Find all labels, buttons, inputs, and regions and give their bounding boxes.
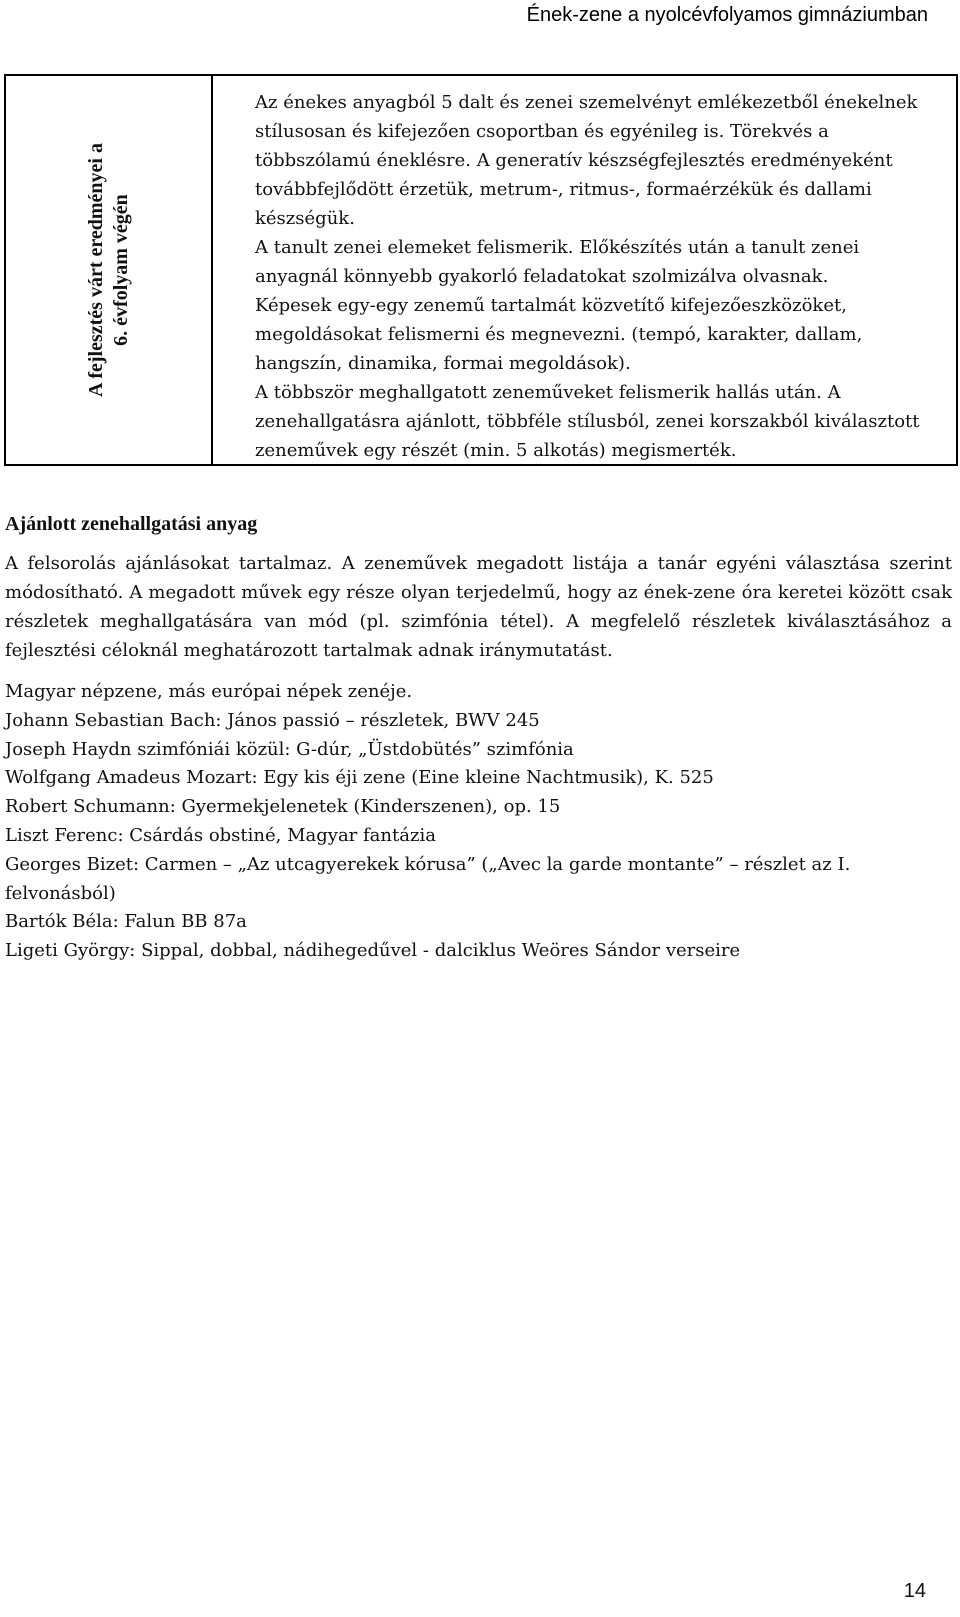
outcomes-label-line: 6. évfolyam végén: [109, 194, 132, 346]
work-item: Bartók Béla: Falun BB 87a: [5, 911, 247, 933]
work-item: Robert Schumann: Gyermekjelenetek (Kinderszenen), op. 15: [5, 796, 561, 818]
outcomes-label-cell: [6, 76, 213, 464]
outcome-paragraph: Képesek egy-egy zenemű tartalmát közvetítő kifejezőeszközöket, megoldásokat felismerni és megnevezni. (tempó, karakter, dallam, hangszín, dinamika, formai megoldások).: [255, 295, 863, 374]
work-item: Joseph Haydn szimfóniái közül: G-dúr, „Üstdobütés” szimfónia: [5, 738, 574, 760]
section-intro: A felsorolás ajánlásokat tartalmaz. A zeneművek megadott listája a tanár egyéni választása szerint módosítható. A megadott művek egy része olyan terjedelmű, hogy az ének-zene óra keretei között csak részletek meghallgatására van mód (pl. szimfónia tétel). A megfelelő részletek kiválasztásához a fejlesztési céloknál meghatározott tartalmak adnak iránymutatást.: [5, 553, 952, 661]
work-item: Johann Sebastian Bach: János passió – részletek, BWV 245: [5, 709, 540, 731]
outcome-paragraph: A többször meghallgatott zeneműveket felismerik hallás után. A zenehallgatásra ajánlott, többféle stílusból, zenei korszakból kiválasztott zeneművek egy részét (min. 5 alkotás) megismerték.: [255, 382, 920, 461]
outcome-paragraph: Az énekes anyagból 5 dalt és zenei szemelvényt emlékezetből énekelnek stílusosan és kifejezően csoportban és egyénileg is. Törekvés a többszólamú éneklésre. A generatív készségfejlesztés eredményeként továbbfejlődött érzetük, metrum-, ritmus-, formaérzékük és dallami készségük.: [255, 92, 918, 229]
work-item: Georges Bizet: Carmen – „Az utcagyerekek kórusa” („Avec la garde montante” – részlet az I. felvonásból): [5, 853, 851, 904]
outcome-paragraph: A tanult zenei elemeket felismerik. Előkészítés után a tanult zenei anyagnál könnyebb gyakorló feladatokat szolmizálva olvasnak.: [255, 237, 860, 287]
listening-section: [5, 510, 952, 966]
work-item: Wolfgang Amadeus Mozart: Egy kis éji zene (Eine kleine Nachtmusik), K. 525: [5, 767, 714, 789]
running-header-title: Ének-zene a nyolcévfolyamos gimnáziumban: [526, 4, 928, 26]
outcomes-label: [84, 143, 134, 397]
works-list: [5, 678, 952, 966]
work-item: Liszt Ferenc: Csárdás obstiné, Magyar fantázia: [5, 824, 436, 846]
work-item: Ligeti György: Sippal, dobbal, nádihegedűvel - dalciklus Weöres Sándor verseire: [5, 940, 741, 962]
work-item: Magyar népzene, más európai népek zenéje.: [5, 681, 413, 702]
section-heading: Ajánlott zenehallgatási anyag: [5, 513, 258, 535]
page-number: 14: [903, 1580, 926, 1602]
outcomes-table: [4, 74, 958, 466]
outcomes-content-cell: [213, 76, 956, 464]
outcomes-label-line: A fejlesztés várt eredményei a: [84, 143, 107, 397]
